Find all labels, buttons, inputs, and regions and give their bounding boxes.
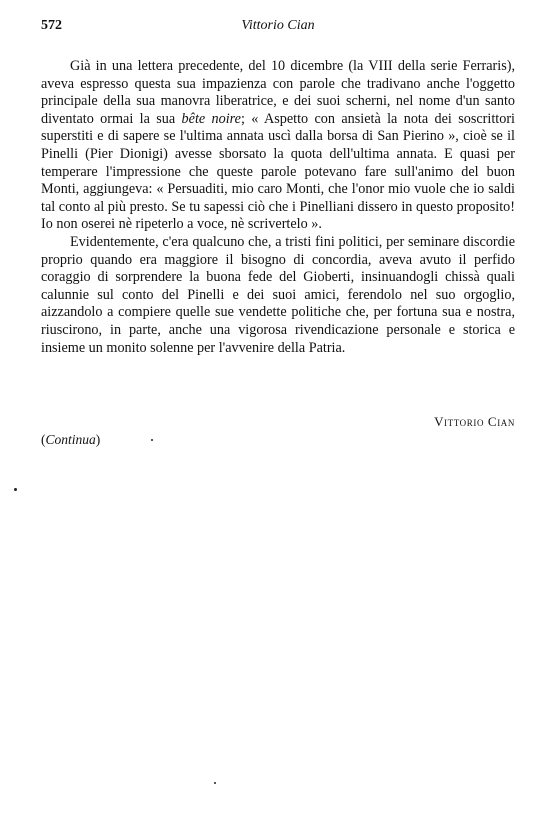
body-text <box>41 58 515 357</box>
continuation-close-paren: ) <box>95 432 101 447</box>
author-signature: Vittorio Cian <box>434 414 515 429</box>
paragraph-1-italic: bête noire <box>181 110 241 127</box>
ink-speck <box>214 782 216 784</box>
paragraph-2: Evidentemente, c'era qualcuno che, a tristi fini politici, per seminare discordie proprio quando era maggiore il bisogno di concordia, aveva avuto il perfido coraggio di sorprendere la buona fede del Gioberti, insinuandogli chissà quali calunnie sul conto del Pinelli e dei suoi amici, ferendolo nel suo orgoglio, aizzandolo a compiere quelle sue vendette politiche che, per fortuna sua e nostra, riuscirono, in parte, anche una vigorosa rivendicazione personale e storica e insieme un monito solenne per l'avvenire della Patria. <box>41 233 515 356</box>
page-header <box>41 18 515 38</box>
running-head: Vittorio Cian <box>241 18 315 33</box>
continuation-word: Continua <box>45 432 96 447</box>
page-number: 572 <box>41 18 62 33</box>
paragraph-1-part-b: ; « Aspetto con ansietà la nota dei soscrittori superstiti e di sapere se l'ultima annata uscì dalla borsa di San Pierino », cioè se il Pinelli (Pier Dionigi) avesse sborsato la quota dell'ultima annata. E quasi per temperare l'impressione che queste parole potevano fare sull'animo del buon Monti, aggiungeva: « Persuaditi, mio caro Monti, che l'onor mio vuole che io saldi tal conto al più presto. Se tu sapessi ciò che i Pinelliani dissero in questo proposito! Io non oserei nè ripeterlo a voce, nè scrivertelo ». <box>41 110 515 233</box>
continuation-note <box>41 432 100 448</box>
paragraph-1 <box>41 58 515 234</box>
continuation-open-paren: ( <box>41 432 46 447</box>
ink-speck <box>14 488 17 491</box>
paragraph-1-part-a: Già in una lettera precedente, del 10 dicembre (la VIII della serie Ferraris), aveva espresso questa sua impazienza con parole che tradivano anche l'oggetto principale della sua manovra liberatrice, e dei suoi scherni, nel nome d'un santo diventato ormai la sua <box>41 58 515 127</box>
ink-speck <box>151 439 153 441</box>
